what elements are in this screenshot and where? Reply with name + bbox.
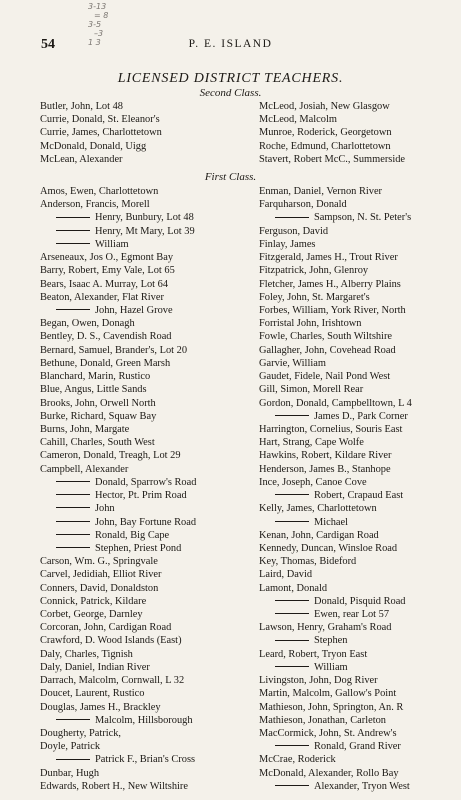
listing-row	[0, 278, 461, 291]
teacher-entry: Darrach, Malcolm, Cornwall, L 32	[40, 675, 185, 687]
listing-row	[0, 317, 461, 330]
listing-row	[0, 100, 461, 113]
teacher-entry	[40, 489, 246, 502]
teacher-entry: Foley, John, St. Margaret's	[259, 291, 370, 303]
listing-row	[0, 542, 461, 555]
entry-text: John, Bay Fortune Road	[95, 516, 197, 528]
teacher-entry: Dunbar, Hugh	[40, 767, 100, 779]
listing-row	[0, 621, 461, 634]
teacher-entry: Connick, Patrick, Kildare	[40, 595, 147, 607]
ditto-dash	[275, 521, 309, 522]
teacher-entry: Edwards, Robert H., New Wiltshire	[40, 780, 189, 792]
ditto-dash	[275, 494, 309, 495]
listing-row	[0, 211, 461, 224]
teacher-entry: McLeod, Josiah, New Glasgow	[259, 101, 390, 112]
listing-row	[0, 251, 461, 264]
entry-text: William	[95, 238, 129, 250]
ditto-dash	[56, 230, 90, 231]
teacher-entry: Forristal John, Irishtown	[259, 318, 362, 330]
teacher-entry	[259, 489, 458, 502]
entry-text: John	[95, 503, 115, 515]
ditto-dash	[275, 600, 309, 601]
teacher-entry	[40, 476, 246, 489]
teacher-entry: Harrington, Cornelius, Souris East	[259, 423, 403, 435]
teacher-entry: Mathieson, John, Springton, An. R	[259, 701, 404, 713]
entry-text: James D., Park Corner	[314, 410, 408, 422]
teacher-entry: McLeod, Malcolm	[259, 114, 337, 126]
teacher-entry: Cahill, Charles, South West	[40, 437, 155, 449]
entry-text: Hector, Pt. Prim Road	[95, 490, 187, 502]
ditto-dash	[56, 309, 90, 310]
teacher-entry: Began, Owen, Donagh	[40, 318, 135, 330]
teacher-entry: Corbet, George, Darnley	[40, 609, 143, 621]
teacher-entry: Kennedy, Duncan, Winsloe Road	[259, 542, 398, 554]
ditto-dash	[56, 521, 90, 522]
listing-row	[0, 568, 461, 581]
listing-row	[0, 701, 461, 714]
ditto-dash	[275, 640, 309, 641]
ditto-dash	[56, 534, 90, 535]
teacher-entry	[40, 516, 246, 529]
listing-row	[0, 357, 461, 370]
listing-row	[0, 516, 461, 529]
listing-row	[0, 225, 461, 238]
teacher-entry: Bethune, Donald, Green Marsh	[40, 357, 171, 369]
entry-text: Henry, Mt Mary, Lot 39	[95, 225, 195, 237]
listing-row	[0, 463, 461, 476]
listing-row	[0, 344, 461, 357]
entry-text: Robert, Crapaud East	[314, 490, 404, 502]
entry-text: Ronald, Grand River	[314, 741, 401, 753]
teacher-entry: Bernard, Samuel, Brander's, Lot 20	[40, 344, 188, 356]
teacher-entry: Gill, Simon, Morell Rear	[259, 384, 364, 396]
ditto-dash	[275, 785, 309, 786]
entry-text: Stephen, Priest Pond	[95, 542, 182, 554]
entry-text: Ewen, rear Lot 57	[314, 609, 390, 621]
teacher-entry	[259, 595, 458, 608]
ditto-dash	[275, 613, 309, 614]
listing-row	[0, 330, 461, 343]
listing-row	[0, 753, 461, 766]
ditto-dash	[56, 547, 90, 548]
pencil-note-line: 3-5	[88, 20, 102, 29]
teacher-entry: Bentley, D. S., Cavendish Road	[40, 331, 172, 343]
listing-row	[0, 489, 461, 502]
ditto-dash	[275, 666, 309, 667]
teacher-entry	[259, 608, 458, 621]
ditto-dash	[56, 217, 90, 218]
ditto-dash	[56, 507, 90, 508]
entry-text: Donald, Pisquid Road	[314, 595, 406, 607]
teacher-entry: Kelly, James, Charlottetown	[259, 503, 377, 515]
pencil-note-line: = 8	[94, 11, 109, 20]
listing-row	[0, 714, 461, 727]
teacher-entry: Munroe, Roderick, Georgetown	[259, 127, 392, 139]
listing-row	[0, 383, 461, 396]
teacher-entry: Butler, John, Lot 48	[40, 101, 123, 112]
teacher-entry: McCrae, Roderick	[259, 754, 336, 766]
teacher-entry: Arseneaux, Jos O., Egmont Bay	[40, 252, 174, 264]
ditto-dash	[275, 217, 309, 218]
teacher-entry: Cameron, Donald, Treagh, Lot 29	[40, 450, 181, 462]
listing-row	[0, 648, 461, 661]
listing-row	[0, 687, 461, 700]
ditto-dash	[56, 243, 90, 244]
teacher-entry: Amos, Ewen, Charlottetown	[40, 186, 159, 197]
ditto-dash	[56, 494, 90, 495]
teacher-entry: Currie, James, Charlottetown	[40, 127, 162, 139]
teacher-entry: Corcoran, John, Cardigan Road	[40, 622, 172, 634]
teacher-entry: Conners, David, Donaldston	[40, 582, 159, 594]
teacher-entry: Carson, Wm. G., Springvale	[40, 556, 158, 568]
teacher-entry: Blanchard, Marin, Rustico	[40, 371, 151, 383]
teacher-entry	[40, 753, 246, 766]
teacher-entry: Gallagher, John, Covehead Road	[259, 344, 396, 356]
page-number: 54	[41, 37, 55, 52]
teacher-entry: Daly, Charles, Tignish	[40, 648, 133, 660]
teacher-entry: Garvie, William	[259, 357, 326, 369]
listing-row	[0, 767, 461, 780]
listing-row	[0, 304, 461, 317]
teacher-entry: Burns, John, Margate	[40, 423, 130, 435]
listing-row	[0, 198, 461, 211]
listing-row	[0, 608, 461, 621]
teacher-entry: Enman, Daniel, Vernon River	[259, 186, 383, 197]
teacher-entry: Doyle, Patrick	[40, 741, 101, 753]
entry-text: Michael	[314, 516, 349, 528]
listing-row	[0, 529, 461, 542]
teacher-entry: Finlay, James	[259, 238, 316, 250]
ditto-dash	[275, 745, 309, 746]
listing-row	[0, 780, 461, 793]
section-heading: Second Class.	[199, 87, 262, 99]
listing-row	[0, 423, 461, 436]
teacher-entry: Roche, Edmund, Charlottetown	[259, 140, 391, 152]
entry-text: Henry, Bunbury, Lot 48	[95, 212, 194, 224]
teacher-entry: Crawford, D. Wood Islands (East)	[40, 635, 182, 647]
teacher-entry: Currie, Donald, St. Eleanor's	[40, 114, 160, 126]
teacher-entry: Fitzgerald, James H., Trout River	[259, 252, 398, 264]
teacher-entry	[40, 238, 246, 251]
teacher-entry: McLean, Alexander	[40, 153, 123, 165]
teacher-entry: Carvel, Jedidiah, Elliot River	[40, 569, 162, 581]
teacher-entry: Kenan, John, Cardigan Road	[259, 529, 379, 541]
teacher-entry: Fowle, Charles, South Wiltshire	[259, 331, 393, 343]
ditto-dash	[56, 481, 90, 482]
page-title: LICENSED DISTRICT TEACHERS.	[117, 71, 344, 86]
listing-row	[0, 410, 461, 423]
teacher-entry: Ince, Joseph, Canoe Cove	[259, 476, 367, 488]
teacher-entry: Key, Thomas, Bideford	[259, 556, 357, 568]
teacher-entry: Fletcher, James H., Alberry Plains	[259, 278, 401, 290]
teacher-entry	[259, 410, 458, 423]
entry-text: William	[314, 661, 348, 673]
teacher-entry	[259, 634, 458, 647]
teacher-entry: McDonald, Alexander, Rollo Bay	[259, 767, 399, 779]
listing-row	[0, 185, 461, 198]
teacher-entry: Livingston, John, Dog River	[259, 675, 378, 687]
entry-text: Ronald, Big Cape	[95, 529, 170, 541]
page-header	[0, 37, 461, 53]
entry-text: Stephen	[314, 635, 348, 647]
listing-row	[0, 674, 461, 687]
listing-row	[0, 264, 461, 277]
listing-row	[0, 740, 461, 753]
listing-row	[0, 582, 461, 595]
running-head: P. E. ISLAND	[188, 38, 273, 50]
teacher-entry: Douglas, James H., Brackley	[40, 701, 161, 713]
teacher-entry: Burke, Richard, Squaw Bay	[40, 410, 157, 422]
teacher-entry	[259, 211, 458, 224]
teacher-entry: Anderson, Francis, Morell	[40, 199, 150, 211]
listing-row	[0, 595, 461, 608]
teacher-entry: Bears, Isaac A. Murray, Lot 64	[40, 278, 169, 290]
teacher-entry	[259, 516, 458, 529]
listing-row	[0, 238, 461, 251]
listing-row	[0, 661, 461, 674]
teacher-entry	[40, 502, 246, 515]
teacher-entry: Ferguson, David	[259, 225, 329, 237]
teacher-entry	[40, 529, 246, 542]
teacher-entry: Hawkins, Robert, Kildare River	[259, 450, 392, 462]
teacher-entry: Stavert, Robert McC., Summerside	[259, 153, 406, 165]
teacher-entry	[259, 661, 458, 674]
entry-text: Alexander, Tryon West	[314, 780, 410, 792]
listing-row	[0, 113, 461, 126]
listing-row	[0, 502, 461, 515]
listing-row	[0, 153, 461, 166]
teacher-entry: Daly, Daniel, Indian River	[40, 661, 150, 673]
teacher-entry: MacCormick, John, St. Andrew's	[259, 728, 397, 740]
teacher-entry: Gordon, Donald, Campbelltown, L 4	[259, 397, 412, 409]
listing-row	[0, 449, 461, 462]
entry-text: Patrick F., Brian's Cross	[95, 754, 196, 766]
section-heading: First Class.	[204, 171, 257, 183]
teacher-entry	[259, 740, 458, 753]
teacher-entry	[40, 304, 246, 317]
teacher-entry: Doucet, Laurent, Rustico	[40, 688, 145, 700]
entry-text: John, Hazel Grove	[95, 304, 173, 316]
teacher-entry: Leard, Robert, Tryon East	[259, 648, 368, 660]
listing-row	[0, 291, 461, 304]
listing-row	[0, 140, 461, 153]
listing-row	[0, 555, 461, 568]
teacher-entry: Mathieson, Jonathan, Carleton	[259, 714, 386, 726]
teacher-entry	[259, 780, 458, 793]
teacher-entry: Barry, Robert, Emy Vale, Lot 65	[40, 265, 175, 277]
teacher-entry: Gaudet, Fidele, Nail Pond West	[259, 371, 391, 383]
pencil-note-line: 3-13	[88, 2, 107, 11]
pencil-note-line: –3	[94, 29, 104, 38]
entry-text: Malcolm, Hillsborough	[95, 714, 193, 726]
teacher-entry	[40, 542, 246, 555]
teacher-entry: Campbell, Alexander	[40, 463, 129, 475]
teacher-entry	[40, 225, 246, 238]
teacher-entry	[40, 211, 246, 224]
teacher-entry	[40, 714, 246, 727]
listing-row	[0, 436, 461, 449]
ditto-dash	[56, 759, 90, 760]
listing-row	[0, 126, 461, 139]
ditto-dash	[275, 415, 309, 416]
teacher-entry: Fitzpatrick, John, Glenroy	[259, 265, 369, 277]
listing-row	[0, 727, 461, 740]
teacher-entry: Lawson, Henry, Graham's Road	[259, 622, 392, 634]
pencil-note-line: 1 3	[88, 38, 101, 47]
teacher-entry: Dougherty, Patrick,	[40, 728, 121, 740]
teacher-entry: Laird, David	[259, 569, 313, 581]
teacher-entry: Brooks, John, Orwell North	[40, 397, 156, 409]
teacher-entry: Hart, Strang, Cape Wolfe	[259, 437, 364, 449]
listing-row	[0, 634, 461, 647]
entry-text: Donald, Sparrow's Road	[95, 476, 197, 488]
listing-row	[0, 397, 461, 410]
teacher-entry: Lamont, Donald	[259, 582, 328, 594]
entry-text: Sampson, N. St. Peter's	[314, 212, 412, 224]
teacher-entry: Martin, Malcolm, Gallow's Point	[259, 688, 397, 700]
teacher-entry: Beaton, Alexander, Flat River	[40, 291, 164, 303]
teacher-entry: Forbes, William, York River, North	[259, 304, 406, 316]
teacher-entry: Blue, Angus, Little Sands	[40, 384, 147, 396]
teacher-entry: Farquharson, Donald	[259, 199, 347, 211]
ditto-dash	[56, 719, 90, 720]
teacher-entry: Henderson, James B., Stanhope	[259, 463, 391, 475]
listing-row	[0, 370, 461, 383]
teacher-entry: McDonald, Donald, Uigg	[40, 140, 147, 152]
listing-row	[0, 476, 461, 489]
